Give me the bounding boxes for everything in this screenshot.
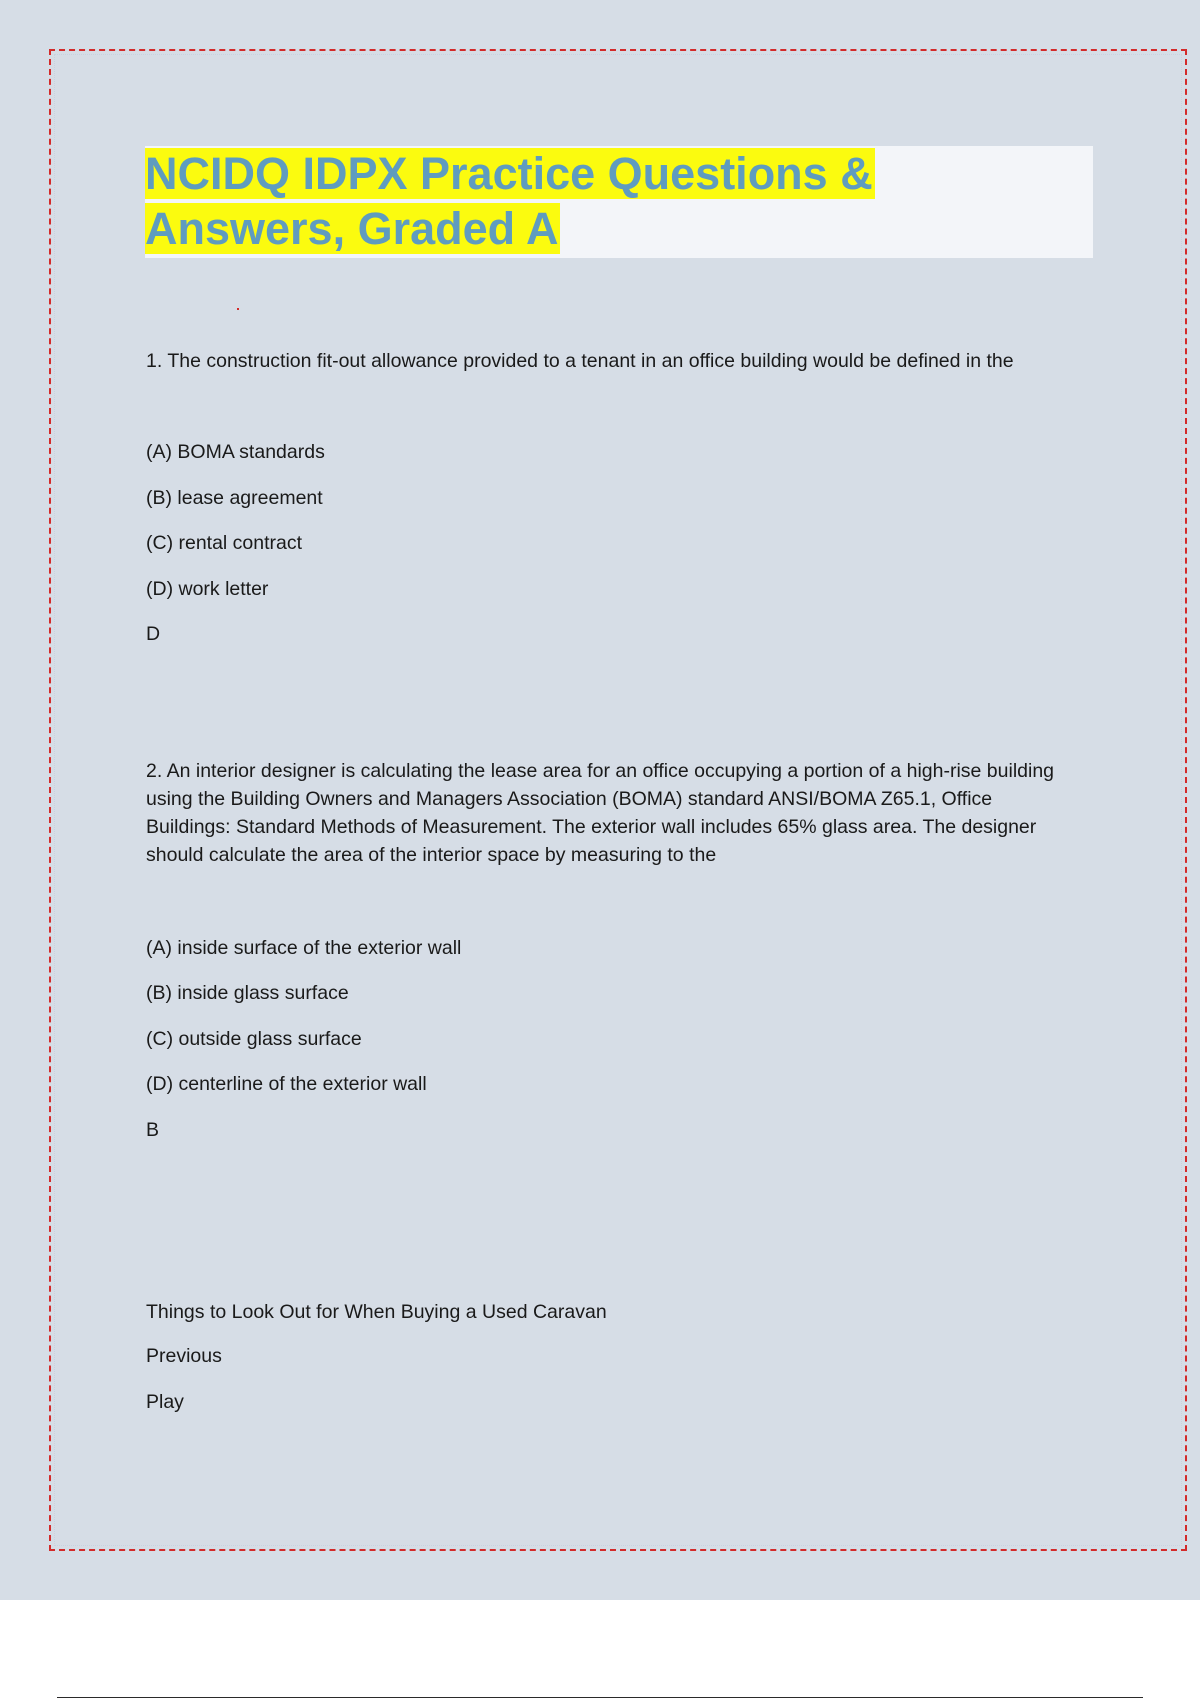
question-1-option-c: (C) rental contract — [146, 532, 303, 554]
title-line-2: Answers, Graded A — [145, 203, 559, 254]
question-1-stem: 1. The construction fit-out allowance provided to a tenant in an office building would be defined in the — [146, 350, 1014, 372]
question-2-option-b: (B) inside glass surface — [146, 982, 349, 1004]
question-2-stem: 2. An interior designer is calculating the lease area for an office occupying a portion of a high-rise building using the Building Owners and Managers Association (BOMA) standard ANSI/BOMA Z65.1, Office Buildings: Standard Methods of Measurement. The exterior wall includes 65% glass area. The designer should calculate the area of the interior space by measuring to the — [146, 760, 1055, 866]
question-2-option-a: (A) inside surface of the exterior wall — [146, 937, 462, 959]
extra-text-play: Play — [146, 1391, 184, 1413]
question-2-option-d: (D) centerline of the exterior wall — [146, 1073, 427, 1095]
document-title — [145, 146, 1093, 256]
extra-text-heading: Things to Look Out for When Buying a Used Caravan — [146, 1301, 607, 1323]
stray-mark — [237, 308, 239, 310]
extra-text-previous: Previous — [146, 1345, 222, 1367]
question-1-option-d: (D) work letter — [146, 578, 269, 600]
question-1-answer: D — [146, 623, 161, 645]
footer-rule — [57, 1697, 1143, 1698]
question-1-option-a: (A) BOMA standards — [146, 441, 325, 463]
question-1-option-b: (B) lease agreement — [146, 487, 323, 509]
question-2-option-c: (C) outside glass surface — [146, 1028, 362, 1050]
question-2-answer: B — [146, 1119, 160, 1141]
title-line-1: NCIDQ IDPX Practice Questions & — [145, 148, 873, 199]
